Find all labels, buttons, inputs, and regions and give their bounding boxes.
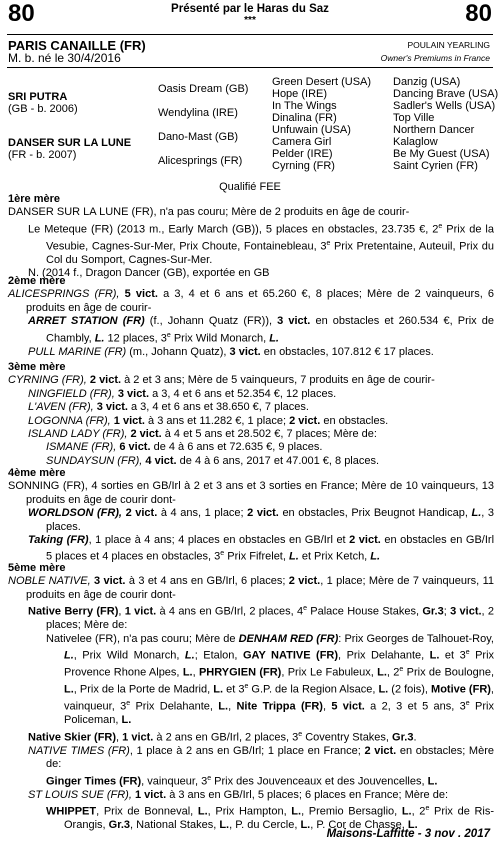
pedigree-gen2-4: Alicesprings (FR) xyxy=(158,155,243,167)
mere-4-para: SONNING (FR), 4 sorties en GB/Irl à 2 et 3 ans et 3 sorties en France; Mère de 10 vainqueurs, 13 produits en âge de courir dont- xyxy=(8,480,494,506)
mere-1-para: DANSER SUR LA LUNE (FR), n'a pas couru; Mère de 2 produits en âge de courir- xyxy=(8,206,410,219)
gen3-4: Dinalina (FR) xyxy=(272,112,337,124)
top-rule xyxy=(7,34,493,35)
pedigree-gen2-1: Oasis Dream (GB) xyxy=(158,83,249,95)
mere-3-para: CYRNING (FR), 2 vict. à 2 et 3 ans; Mère de 5 vainqueurs, 7 produits en âge de courir- xyxy=(8,374,435,387)
mere-3-produce-2: L'AVEN (FR), 3 vict. a 3, 4 et 6 ans et 38.650 €, 7 places. xyxy=(28,401,309,414)
gen4-8: Saint Cyrien (FR) xyxy=(393,160,478,172)
mere-5-produce-4: NATIVE TIMES (FR), 1 place à 2 ans en GB/Irl; 1 place en France; 2 vict. en obstacles; Mère de: xyxy=(28,744,494,771)
lot-number-left: 80 xyxy=(8,0,35,27)
gen4-3: Sadler's Wells (USA) xyxy=(393,100,496,112)
mere-4-produce-1: WORLDSON (FR), 2 vict. à 4 ans, 1 place; 2 vict. en obstacles, Prix Beugnot Handicap, L., 3 places. xyxy=(28,507,495,533)
footer-venue-date: Maisons-Laffitte - 3 nov . 2017 xyxy=(326,828,490,840)
mere-2-para: ALICESPRINGS (FR), 5 vict. a 3, 4 et 6 ans et 65.260 €, 8 places; Mère de 2 vainqueurs, 6 produits en âge de courir- xyxy=(8,288,495,314)
section-mere-4 xyxy=(8,467,494,565)
gen3-8: Cyrning (FR) xyxy=(272,160,335,172)
gen4-4: Top Ville xyxy=(393,112,435,124)
gen4-7: Be My Guest (USA) xyxy=(393,148,490,160)
gen3-3: In The Wings xyxy=(272,100,337,112)
mere-5-produce-3: Native Skier (FR), 1 vict. à 2 ans en GB/Irl, 2 places, 3e Coventry Stakes, Gr.3. xyxy=(28,730,417,744)
gen3-6: Camera Girl xyxy=(272,136,332,148)
mere-3-produce-5: ISMANE (FR), 6 vict. de 4 à 6 ans et 72.635 €, 9 places. xyxy=(46,441,323,454)
section-mere-1 xyxy=(8,193,494,281)
pedigree-sire xyxy=(8,91,78,115)
mere-5-produce-1: Native Berry (FR), 1 vict. à 4 ans en GB/Irl, 2 places, 4e Palace House Stakes, Gr.3; 3 vict., 2 places; Mère de: xyxy=(28,605,495,632)
mere-1-produce-2: N. (2014 f., Dragon Dancer (GB), exportée en GB xyxy=(28,267,270,280)
mere-3-produce-6: SUNDAYSUN (FR), 4 vict. de 4 à 6 ans, 2017 et 47.001 €, 8 places. xyxy=(46,454,380,467)
mere-2-produce-1: ARRET STATION (FR) (f., Johann Quatz (FR)), 3 vict. en obstacles et 260.534 €, Prix de Chambly, L. 12 places, 3e Prix Wild Monarch, L. xyxy=(28,315,495,345)
gen3-2: Hope (IRE) xyxy=(272,88,328,100)
mere-3-produce-4: ISLAND LADY (FR), 2 vict. à 4 et 5 ans et 28.502 €, 7 places; Mère de: xyxy=(28,428,377,441)
section-mere-5 xyxy=(8,562,494,833)
mere-5-para: NOBLE NATIVE, 3 vict. à 3 et 4 ans en GB/Irl, 6 places; 2 vict., 1 place; Mère de 7 vainqueurs, 11 produits en âge de courir dont- xyxy=(8,575,495,601)
mere-3-produce-1: NINGFIELD (FR), 3 vict. a 3, 4 et 6 ans et 52.354 €, 12 places. xyxy=(28,387,337,400)
pedigree-gen4 xyxy=(393,76,498,172)
pedigree-gen3 xyxy=(272,76,371,172)
dam-info: (FR - b. 2007) xyxy=(8,149,77,161)
mere-1-title: 1ère mère xyxy=(8,193,60,205)
section-mere-3 xyxy=(8,361,494,468)
horse-category: POULAIN YEARLING xyxy=(407,40,490,50)
mere-5-produce-6: ST LOUIS SUE (FR), 1 vict. à 3 ans en GB/Irl, 5 places; 6 places en France; Mère de: xyxy=(28,788,449,801)
gen3-7: Pelder (IRE) xyxy=(272,148,333,160)
owner-premiums: Owner's Premiums in France xyxy=(380,53,490,63)
horse-description: M. b. né le 30/4/2016 xyxy=(8,51,121,65)
mere-5-produce-7: WHIPPET, Prix de Bonneval, L., Prix Hampton, L., Premio Bersaglio, L., 2e Prix de Ris-Orangis, Gr.3, National Stakes, L., P. du Cercle, L., P. Cor de Chasse, L. xyxy=(46,805,495,832)
gen4-5: Northern Dancer xyxy=(393,124,475,136)
pedigree-gen2-3: Dano-Mast (GB) xyxy=(158,131,239,143)
mere-4-title: 4ème mère xyxy=(8,467,66,479)
mere-5-title: 5ème mère xyxy=(8,562,66,574)
sire-info: (GB - b. 2006) xyxy=(8,103,78,115)
section-mere-2 xyxy=(8,275,494,359)
mere-4-produce-2: Taking (FR), 1 place à 4 ans; 4 places en obstacles en GB/Irl et 2 vict. en obstacles en GB/Irl 5 places et 4 places en obstacles, 3e Prix Fifrelet, L. et Prix Ketch, L. xyxy=(28,534,495,564)
mere-3-produce-3: LOGONNA (FR), 1 vict. à 3 ans et 11.282 €, 1 place; 2 vict. en obstacles. xyxy=(28,414,389,427)
qualification: Qualifié FEE xyxy=(219,181,281,193)
consignor-line: Présenté par le Haras du Saz xyxy=(171,3,329,15)
mere-1-produce-1: Le Meteque (FR) (2013 m., Early March (GB)), 5 places en obstacles, 23.735 €, 2e Prix de la Vesubie, Cagnes-Sur-Mer, Prix Choute, Fontainebleau, 3e Prix Pretentaine, Auteuil, Prix du Col du Somport, Cagnes-Sur-Mer. xyxy=(28,222,494,266)
mere-5-produce-2: Nativelee (FR), n'a pas couru; Mère de DENHAM RED (FR): Prix Georges de Talhouet-Roy, L., Prix Wild Monarch, L.; Etalon, GAY NATIVE (FR), Prix Delahante, L. et 3e Prix Provence Rhone Alpes, L., PHRYGIEN (FR), Prix Le Fabuleux, L., 2e Prix de Boulogne, L., Prix de la Porte de Madrid, L. et 3e G.P. de la Region Alsace, L. (2 fois), Motive (FR), vainqueur, 3e Prix Delahante, L., Nite Trippa (FR), 5 vict. a 2, 3 et 5 ans, 3e Prix Policeman, L. xyxy=(46,632,495,727)
gen4-6: Kalaglow xyxy=(393,136,438,148)
sire-name: SRI PUTRA xyxy=(8,91,68,103)
lot-number-right: 80 xyxy=(465,0,492,27)
mere-3-title: 3ème mère xyxy=(8,361,66,373)
horse-name: PARIS CANAILLE (FR) xyxy=(8,38,146,53)
mere-2-title: 2ème mère xyxy=(8,275,66,287)
mere-5-produce-5: Ginger Times (FR), vainqueur, 3e Prix des Jouvenceaux et des Jouvencelles, L. xyxy=(46,774,438,788)
name-rule xyxy=(7,67,493,68)
gen3-5: Unfuwain (USA) xyxy=(272,124,351,136)
dam-name: DANSER SUR LA LUNE xyxy=(8,137,132,149)
stars-divider: *** xyxy=(244,15,256,26)
gen3-1: Green Desert (USA) xyxy=(272,76,372,88)
gen4-2: Dancing Brave (USA) xyxy=(393,88,499,100)
mere-2-produce-2: PULL MARINE (FR) (m., Johann Quatz), 3 vict. en obstacles, 107.812 € 17 places. xyxy=(28,345,434,358)
pedigree-dam xyxy=(8,137,131,161)
pedigree-gen2-2: Wendylina (IRE) xyxy=(158,107,238,119)
gen4-1: Danzig (USA) xyxy=(393,76,461,88)
